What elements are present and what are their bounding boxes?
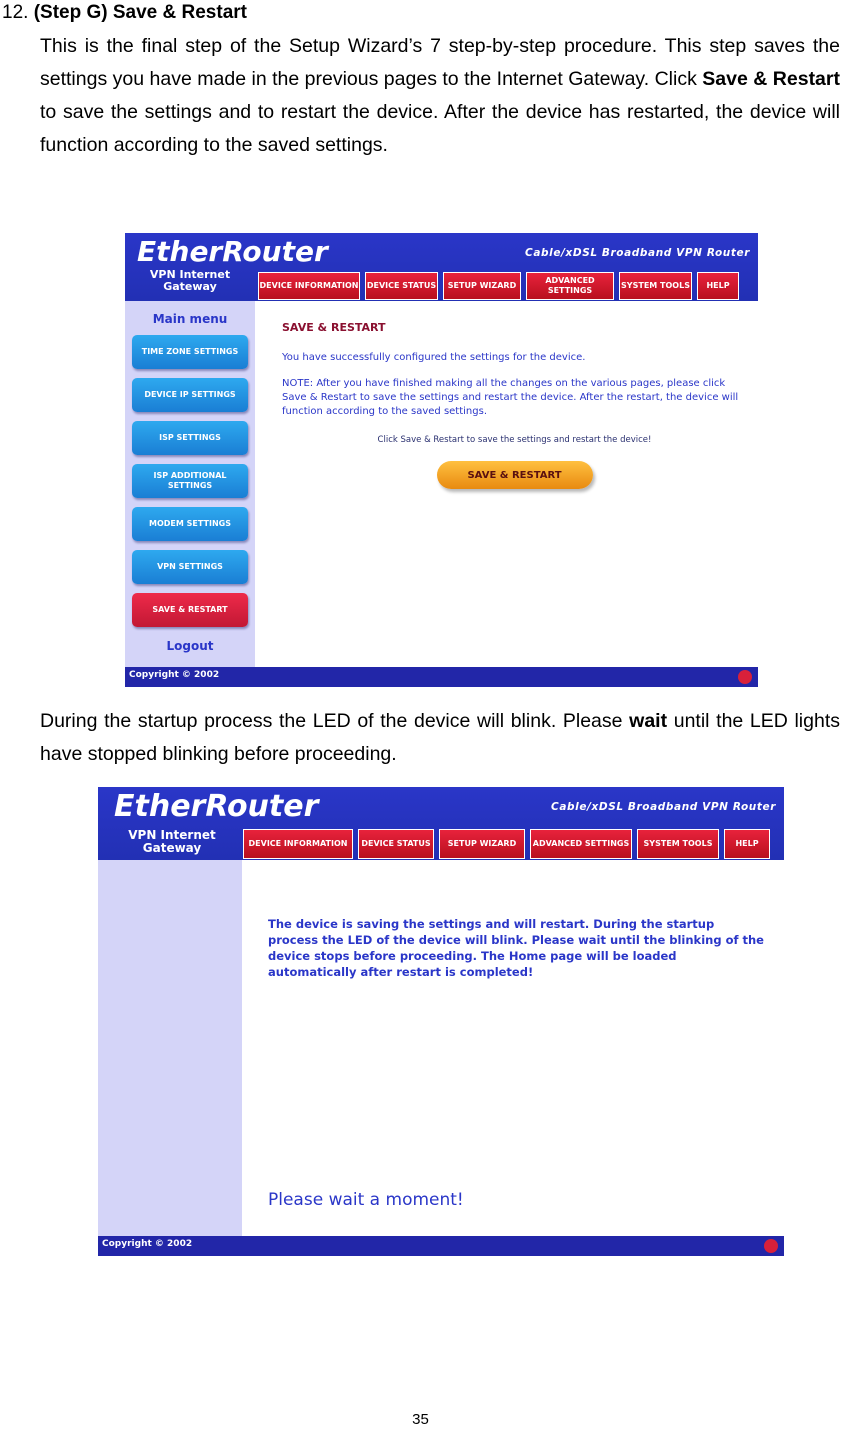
- tab-setup-wizard[interactable]: SETUP WIZARD: [443, 272, 521, 300]
- menu-isp-additional-settings[interactable]: ISP ADDITIONAL SETTINGS: [132, 464, 248, 498]
- router-footer: [125, 667, 758, 687]
- step-heading: [2, 0, 247, 26]
- note-text: NOTE: After you have finished making all the changes on the various pages, please click Save & Restart to save the settings and restart the device. After the restart, the device will function according to the saved settings.: [282, 378, 739, 417]
- gateway-line1-2: VPN Internet: [128, 828, 216, 842]
- para2-text-b: until the LED lights have stopped blinking before proceeding.: [40, 710, 840, 765]
- red-dot-icon-2: [764, 1239, 778, 1253]
- copyright-text: Copyright © 2002: [129, 670, 220, 680]
- save-restart-screenshot: [125, 233, 758, 687]
- para2-bold: wait: [629, 710, 668, 732]
- tab-advanced-settings[interactable]: ADVANCED SETTINGS: [526, 272, 614, 300]
- router-header: [125, 233, 758, 301]
- click-instruction: Click Save & Restart to save the settings and restart the device!: [377, 435, 652, 445]
- wait-paragraph: [40, 705, 840, 771]
- tab-device-status-2[interactable]: DEVICE STATUS: [358, 829, 434, 859]
- tab-help[interactable]: HELP: [697, 272, 739, 300]
- menu-vpn-settings[interactable]: VPN SETTINGS: [132, 550, 248, 584]
- tab-device-status[interactable]: DEVICE STATUS: [365, 272, 438, 300]
- red-dot-icon: [738, 670, 752, 684]
- copyright-text-2: Copyright © 2002: [102, 1239, 193, 1249]
- menu-device-ip-settings[interactable]: DEVICE IP SETTINGS: [132, 378, 248, 412]
- etherrouter-logo-2: EtherRouter: [114, 789, 319, 824]
- top-nav: [258, 272, 739, 300]
- etherrouter-logo: EtherRouter: [137, 235, 328, 268]
- menu-isp-settings[interactable]: ISP SETTINGS: [132, 421, 248, 455]
- gateway-line2: Gateway: [163, 280, 217, 293]
- restarting-content: [268, 916, 768, 980]
- router-tagline: Cable/xDSL Broadband VPN Router: [525, 247, 750, 259]
- gateway-label: [135, 269, 245, 293]
- para1-bold: Save & Restart: [702, 68, 840, 90]
- success-message: You have successfully configured the settings for the device.: [282, 352, 586, 363]
- please-wait-text: Please wait a moment!: [268, 1190, 464, 1210]
- router-header-2: [98, 787, 784, 860]
- main-menu-title: Main menu: [152, 312, 228, 326]
- menu-save-restart[interactable]: SAVE & RESTART: [132, 593, 248, 627]
- menu-modem-settings[interactable]: MODEM SETTINGS: [132, 507, 248, 541]
- router-tagline-2: Cable/xDSL Broadband VPN Router: [551, 801, 776, 813]
- tab-help-2[interactable]: HELP: [724, 829, 770, 859]
- save-restart-button[interactable]: SAVE & RESTART: [437, 461, 593, 489]
- para1-text-a: This is the final step of the Setup Wizard’s 7 step-by-step procedure. This step saves the settings you have made in the previous pages to the Internet Gateway. Click: [40, 35, 840, 90]
- step-title: (Step G) Save & Restart: [33, 2, 247, 23]
- para1-text-b: to save the settings and to restart the device. After the device has restarted, the device will function according to the saved settings.: [40, 101, 840, 156]
- restarting-screenshot: [98, 787, 784, 1256]
- restart-message: The device is saving the settings and will restart. During the startup process the LED of the device will blink. Please wait until the blinking of the device stops before proceeding. The Home page will be loaded automatically after restart is completed!: [268, 917, 764, 979]
- top-nav-2: [243, 829, 770, 859]
- tab-device-information[interactable]: DEVICE INFORMATION: [258, 272, 360, 300]
- para2-text-a: During the startup process the LED of the device will blink. Please: [40, 710, 630, 732]
- gateway-label-2: [112, 829, 232, 855]
- logout-link[interactable]: Logout: [166, 639, 214, 653]
- page-number: 35: [412, 1411, 429, 1428]
- tab-device-information-2[interactable]: DEVICE INFORMATION: [243, 829, 353, 859]
- router-footer-2: [98, 1236, 784, 1256]
- menu-time-zone-settings[interactable]: TIME ZONE SETTINGS: [132, 335, 248, 369]
- sidebar-blank: [98, 860, 242, 1236]
- step-number: 12.: [2, 2, 29, 23]
- tab-advanced-settings-2[interactable]: ADVANCED SETTINGS: [530, 829, 632, 859]
- save-restart-content: [282, 321, 747, 489]
- gateway-line2-2: Gateway: [142, 841, 202, 855]
- content-title: SAVE & RESTART: [282, 321, 386, 334]
- intro-paragraph: [40, 30, 840, 162]
- tab-setup-wizard-2[interactable]: SETUP WIZARD: [439, 829, 525, 859]
- gateway-line1: VPN Internet: [149, 268, 231, 281]
- sidebar-menu: [125, 301, 255, 667]
- tab-system-tools[interactable]: SYSTEM TOOLS: [619, 272, 692, 300]
- tab-system-tools-2[interactable]: SYSTEM TOOLS: [637, 829, 719, 859]
